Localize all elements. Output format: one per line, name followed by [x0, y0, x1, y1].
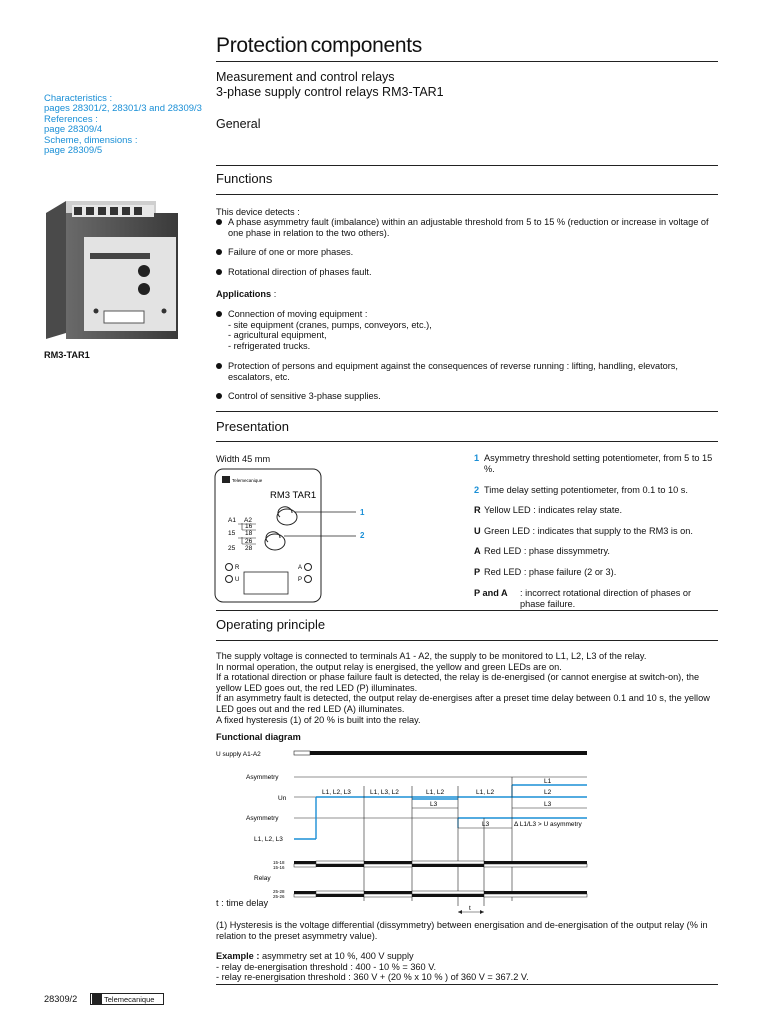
sidebar-line[interactable]: page 28309/5	[44, 145, 103, 157]
panel-brand: Telemecanique	[232, 478, 263, 483]
diag-l3-b: L3	[482, 821, 490, 828]
functions-heading: Functions	[216, 171, 273, 186]
bullet-dot	[216, 393, 222, 399]
sidebar-line[interactable]: Characteristics :	[44, 93, 113, 104]
diag-condition: Δ L1/L3 > U asymmetry	[514, 821, 582, 828]
subtitle-1: Measurement and control relays	[216, 70, 395, 84]
diag-asymmetry-top: Asymmetry	[246, 774, 279, 781]
functions-intro: This device detects :	[216, 207, 300, 217]
functional-diagram	[214, 746, 614, 922]
diagram-heading: Functional diagram	[216, 732, 301, 742]
footer-brand-logo	[90, 993, 164, 1005]
panel-terminal: A1	[228, 517, 236, 524]
example-detail: - relay re-energisation threshold : 360 V + (20 % x 10 % ) of 360 V = 367.2 V.	[216, 972, 529, 982]
diag-time-delay: t : time delay	[216, 898, 269, 908]
sidebar-references	[44, 94, 214, 156]
presentation-item: 1 Asymmetry threshold setting potentiometer, from 5 to 15 %.	[474, 453, 713, 474]
timing-diagram	[214, 746, 614, 922]
diag-phase-label: L1, L2	[476, 789, 495, 796]
application-bullet: Control of sensitive 3-phase supplies.	[216, 391, 718, 402]
bullet-dot	[216, 249, 222, 255]
operating-paragraph: If a rotational direction or phase failure fault is detected, the relay is de-energised (or cannot energise at switch-on), the yellow LED goes out, the red LED (P) illuminates.	[216, 672, 700, 693]
sidebar-line[interactable]: page 28309/4	[44, 124, 103, 136]
function-bullet: Rotational direction of phases fault.	[216, 267, 718, 278]
presentation-top-rule	[216, 411, 718, 412]
function-bullet: Failure of one or more phases.	[216, 247, 718, 258]
diag-un: Un	[278, 795, 287, 802]
width-label: Width 45 mm	[216, 454, 271, 464]
functions-top-rule	[216, 165, 718, 166]
diag-asymmetry-bottom: Asymmetry	[246, 815, 279, 822]
operating-paragraph: The supply voltage is connected to terminals A1 - A2, the supply to be monitored to L1, L2, L3 of the relay.	[216, 651, 647, 661]
led-label: A	[298, 565, 303, 571]
product-photo	[44, 193, 182, 343]
panel-terminal: 26	[245, 538, 253, 545]
diag-phase-label: L1, L2, L3	[322, 789, 351, 796]
panel-terminal: 25	[228, 545, 236, 552]
operating-paragraph: If an asymmetry fault is detected, the output relay de-energises after a preset time delay between 0.1 and 10 s, the yellow LED goes out and the red LED (A) illuminates.	[216, 693, 710, 714]
diag-right-label: L2	[544, 789, 552, 796]
footer-brand-text: Telemecanique	[104, 994, 155, 1004]
diag-relay-term: 15-16	[273, 865, 285, 870]
diag-l3-a: L3	[430, 801, 438, 808]
functions-rule	[216, 194, 718, 195]
panel-terminal: A2	[244, 517, 252, 524]
diag-l123: L1, L2, L3	[254, 836, 283, 843]
operating-rule	[216, 640, 718, 641]
front-panel-diagram	[214, 468, 374, 604]
callout-2: 2	[360, 531, 365, 540]
function-bullet: A phase asymmetry fault (imbalance) within an adjustable threshold from 5 to 15 % (reduction or increase in voltage of one phase in relation to the two others).	[216, 217, 718, 238]
diag-relay-term: 25-26	[273, 894, 285, 899]
led-label: R	[235, 565, 240, 571]
diag-relay-term: 25-28	[273, 889, 285, 894]
page-title	[216, 34, 422, 58]
bullet-dot	[216, 219, 222, 225]
page-number: 28309/2	[44, 994, 78, 1004]
section-general: General	[216, 117, 261, 131]
diag-phase-label: L1, L2	[426, 789, 445, 796]
subtitle-2: 3-phase supply control relays RM3-TAR1	[216, 85, 444, 99]
led-label: U	[235, 577, 240, 583]
brand-mark-icon	[92, 994, 102, 1004]
operating-paragraph: In normal operation, the output relay is energised, the yellow and green LEDs are on.	[216, 661, 562, 672]
presentation-rule	[216, 441, 718, 442]
example-line	[216, 951, 718, 962]
sidebar-line[interactable]: pages 28301/2, 28301/3 and 28309/3	[44, 103, 202, 115]
operating-text	[216, 651, 718, 725]
panel-terminal: 16	[245, 523, 253, 530]
operating-paragraph: A fixed hysteresis (1) of 20 % is built into the relay.	[216, 714, 421, 725]
applications-label: Applications :	[216, 289, 277, 299]
bullet-dot	[216, 269, 222, 275]
product-caption: RM3-TAR1	[44, 350, 90, 360]
hysteresis-footnote: (1) Hysteresis is the voltage differential (dissymmetry) between energisation and de-energisation of the output relay (% in relation to the preset asymmetry value).	[216, 920, 708, 941]
title-part-2: components	[310, 34, 422, 57]
diag-t: t	[469, 905, 471, 912]
relay-photo-illustration	[44, 193, 182, 343]
example-text: asymmetry set at 10 %, 400 V supply	[261, 951, 414, 961]
footer-rule	[216, 984, 718, 985]
presentation-item: A Red LED : phase dissymmetry.	[474, 546, 610, 556]
bullet-dot	[216, 363, 222, 369]
panel-terminal: 18	[245, 530, 253, 537]
diag-u-supply: U supply A1-A2	[216, 751, 261, 758]
panel-terminal: 28	[245, 545, 253, 552]
operating-top-rule	[216, 610, 718, 611]
header-rule	[216, 61, 718, 62]
sidebar-line[interactable]: Scheme, dimensions :	[44, 134, 138, 146]
presentation-item: P Red LED : phase failure (2 or 3).	[474, 567, 617, 577]
presentation-item: P and A : incorrect rotational direction of phases or phase failure.	[474, 588, 692, 609]
example-detail: - relay de-energisation threshold : 400 - 10 % = 360 V.	[216, 962, 437, 972]
operating-heading: Operating principle	[216, 617, 326, 632]
presentation-heading: Presentation	[216, 419, 289, 434]
presentation-item: U Green LED : indicates that supply to the RM3 is on.	[474, 526, 693, 536]
panel-model: RM3 TAR1	[270, 490, 317, 501]
diag-relay: Relay	[254, 875, 271, 882]
bullet-dot	[216, 311, 222, 317]
diag-relay-term: 15-18	[273, 860, 285, 865]
application-bullet: Protection of persons and equipment against the consequences of reverse running : lifting, handling, elevators, escalators, etc.	[216, 361, 718, 382]
panel-terminal: 15	[228, 530, 236, 537]
sidebar-line[interactable]: References :	[44, 113, 98, 125]
front-panel-drawing	[214, 468, 374, 604]
diag-phase-label: L1, L3, L2	[370, 789, 399, 796]
led-label: P	[298, 577, 303, 583]
title-part-1: Protection	[216, 34, 308, 57]
presentation-item: 2 Time delay setting potentiometer, from 0.1 to 10 s.	[474, 485, 688, 495]
diag-right-label: L1	[544, 778, 552, 785]
presentation-item: R Yellow LED : indicates relay state.	[474, 505, 623, 515]
example-label: Example :	[216, 951, 260, 961]
application-bullet: Connection of moving equipment : - site equipment (cranes, pumps, conveyors, etc.), - agricultural equipment, - refrigerated trucks.	[216, 309, 718, 351]
callout-1: 1	[360, 508, 365, 517]
diag-right-label: L3	[544, 801, 552, 808]
